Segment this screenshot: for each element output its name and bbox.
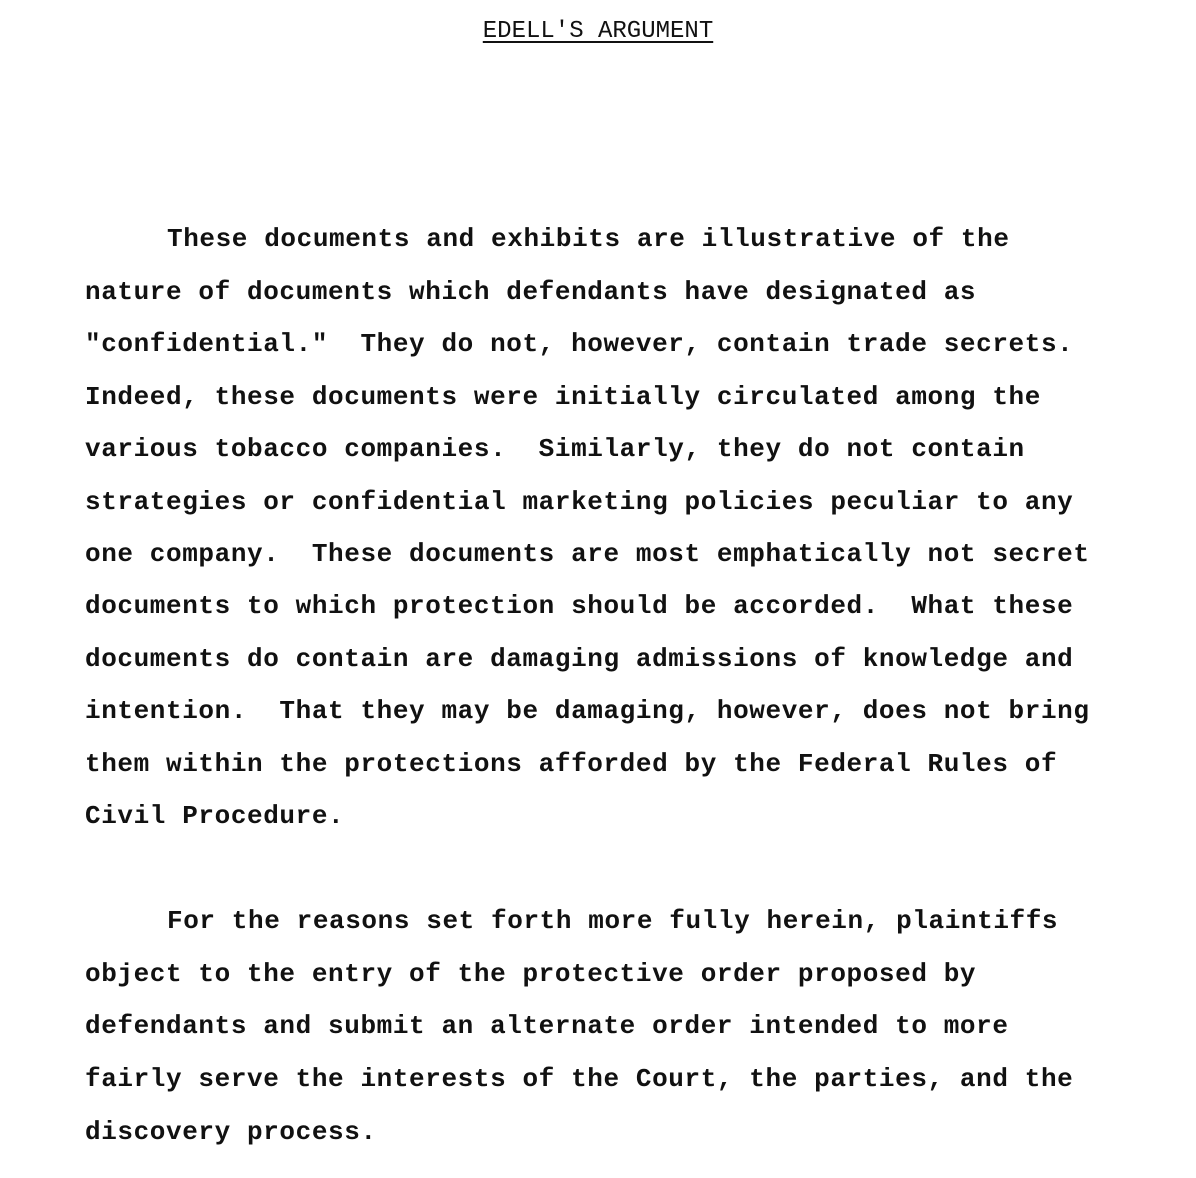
paragraph-line: nature of documents which defendants have designated as [85, 277, 977, 307]
paragraph-line: one company. These documents are most emphatically not secret [85, 539, 1090, 569]
paragraph-line: fairly serve the interests of the Court, the parties, and the [85, 1064, 1074, 1094]
paragraph-line: For the reasons set forth more fully herein, plaintiffs [167, 906, 1059, 936]
page-title [0, 18, 1196, 46]
paragraph-line: defendants and submit an alternate order intended to more [85, 1011, 1009, 1041]
paragraph-line: discovery process. [85, 1117, 377, 1147]
paragraph-line: various tobacco companies. Similarly, they do not contain [85, 434, 1025, 464]
paragraph-line: documents to which protection should be accorded. What these [85, 591, 1074, 621]
paragraph-line: Civil Procedure. [85, 801, 345, 831]
paragraph-line: intention. That they may be damaging, however, does not bring [85, 696, 1090, 726]
paragraph-line: "confidential." They do not, however, contain trade secrets. [85, 329, 1074, 359]
paragraph-line: documents do contain are damaging admissions of knowledge and [85, 644, 1074, 674]
page-title-text: EDELL'S ARGUMENT [482, 18, 714, 45]
paragraph-line: Indeed, these documents were initially circulated among the [85, 382, 1041, 412]
paragraph-line: These documents and exhibits are illustrative of the [167, 224, 1010, 254]
paragraph-line: object to the entry of the protective order proposed by [85, 959, 977, 989]
paragraph-line: them within the protections afforded by the Federal Rules of [85, 749, 1058, 779]
paragraph-line: strategies or confidential marketing policies peculiar to any [85, 487, 1074, 517]
